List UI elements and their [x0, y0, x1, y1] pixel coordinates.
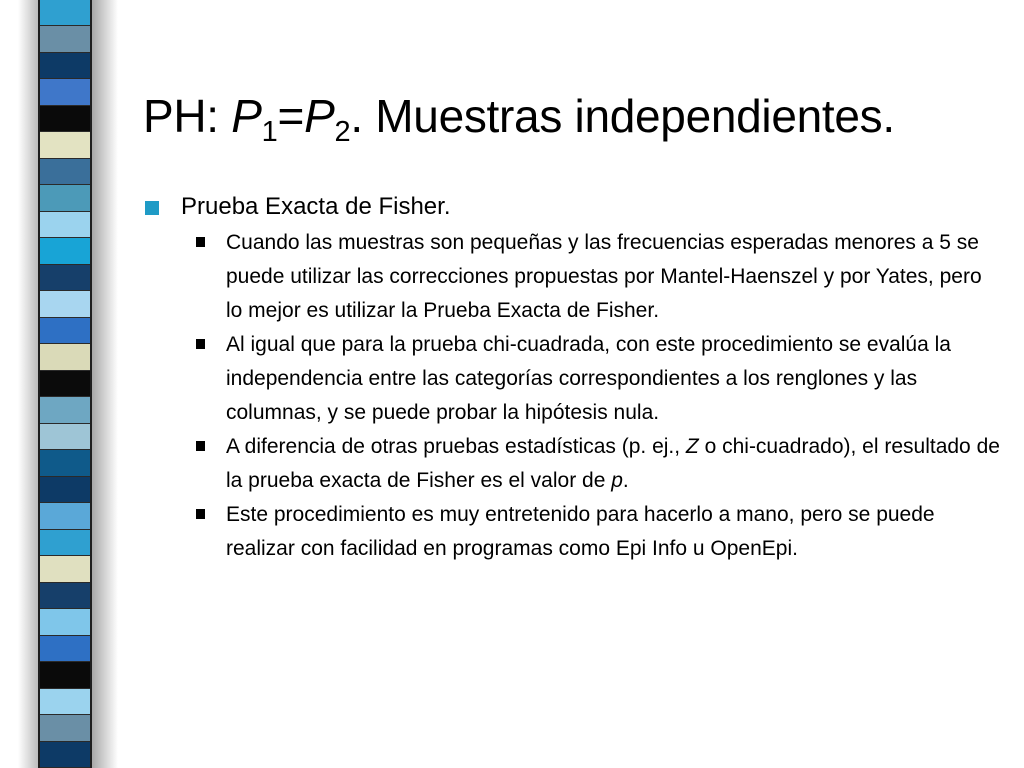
stripe-band — [40, 265, 90, 291]
sub-bullet-text: Al igual que para la prueba chi-cuadrada, con este procedimiento se evalúa la independencia entre las categorías correspondientes a los renglones y las columnas, y se puede probar la hipótesis nula. — [226, 333, 951, 424]
p-variable: p — [611, 469, 623, 492]
stripe-band — [40, 397, 90, 423]
stripe-shadow — [92, 0, 118, 768]
slide-title — [143, 86, 1013, 146]
stripe-band — [40, 212, 90, 238]
sub-bullet-list — [143, 226, 1003, 566]
sub-bullet-item — [143, 430, 1003, 498]
stripe-band — [40, 556, 90, 582]
main-bullet-text: Prueba Exacta de Fisher. — [181, 193, 451, 220]
stripe-band — [40, 318, 90, 344]
title-suffix: . Muestras independientes. — [350, 90, 895, 142]
stripe-band — [40, 106, 90, 132]
sub-bullet-text-part: o chi-cuadrado), el resultado de la prueba exacta de Fisher es el valor de — [226, 435, 1000, 492]
title-sub1: 1 — [261, 116, 278, 148]
sub-bullet-item — [143, 328, 1003, 430]
stripe-band — [40, 26, 90, 52]
stripe-band — [40, 636, 90, 662]
stripe-band — [40, 662, 90, 688]
stripe-band — [40, 53, 90, 79]
title-prefix: PH: — [143, 90, 232, 142]
stripe-band — [40, 742, 90, 768]
stripe-shadow-left — [18, 0, 38, 768]
title-sub2: 2 — [334, 116, 351, 148]
title-p2: P — [304, 90, 335, 142]
slide-content — [143, 190, 1003, 566]
stripe-band — [40, 371, 90, 397]
stripe-band — [40, 159, 90, 185]
sub-bullet-item — [143, 498, 1003, 566]
title-equals: = — [277, 90, 305, 142]
stripe-band — [40, 583, 90, 609]
square-bullet-icon — [196, 509, 205, 519]
title-p1: P — [231, 90, 262, 142]
stripe-band — [40, 291, 90, 317]
stripe-band — [40, 689, 90, 715]
main-bullet-item — [143, 190, 1003, 223]
z-variable: Z — [685, 435, 699, 458]
stripe-band — [40, 185, 90, 211]
square-bullet-icon — [145, 201, 159, 215]
square-bullet-icon — [196, 237, 205, 247]
stripe-band — [40, 238, 90, 264]
sub-bullet-item — [143, 226, 1003, 328]
stripe-band — [40, 79, 90, 105]
stripe-band — [40, 530, 90, 556]
square-bullet-icon — [196, 339, 205, 349]
stripe-band — [40, 477, 90, 503]
sub-bullet-text-part: A diferencia de otras pruebas estadísticas (p. ej., — [226, 435, 686, 458]
sub-bullet-text-part: . — [622, 469, 629, 492]
stripe-band — [40, 0, 90, 26]
stripe-band — [40, 450, 90, 476]
stripe-band — [40, 503, 90, 529]
stripe-band — [40, 344, 90, 370]
stripe-band — [40, 132, 90, 158]
stripe-band — [40, 424, 90, 450]
square-bullet-icon — [196, 441, 205, 451]
stripe-band — [40, 715, 90, 741]
sub-bullet-text: Este procedimiento es muy entretenido para hacerlo a mano, pero se puede realizar con facilidad en programas como Epi Info u OpenEpi. — [226, 503, 935, 560]
decorative-stripe — [38, 0, 92, 768]
sub-bullet-text: Cuando las muestras son pequeñas y las frecuencias esperadas menores a 5 se puede utilizar las correcciones propuestas por Mantel-Haenszel y por Yates, pero lo mejor es utilizar la Prueba Exacta de Fisher. — [226, 231, 982, 322]
stripe-band — [40, 609, 90, 635]
